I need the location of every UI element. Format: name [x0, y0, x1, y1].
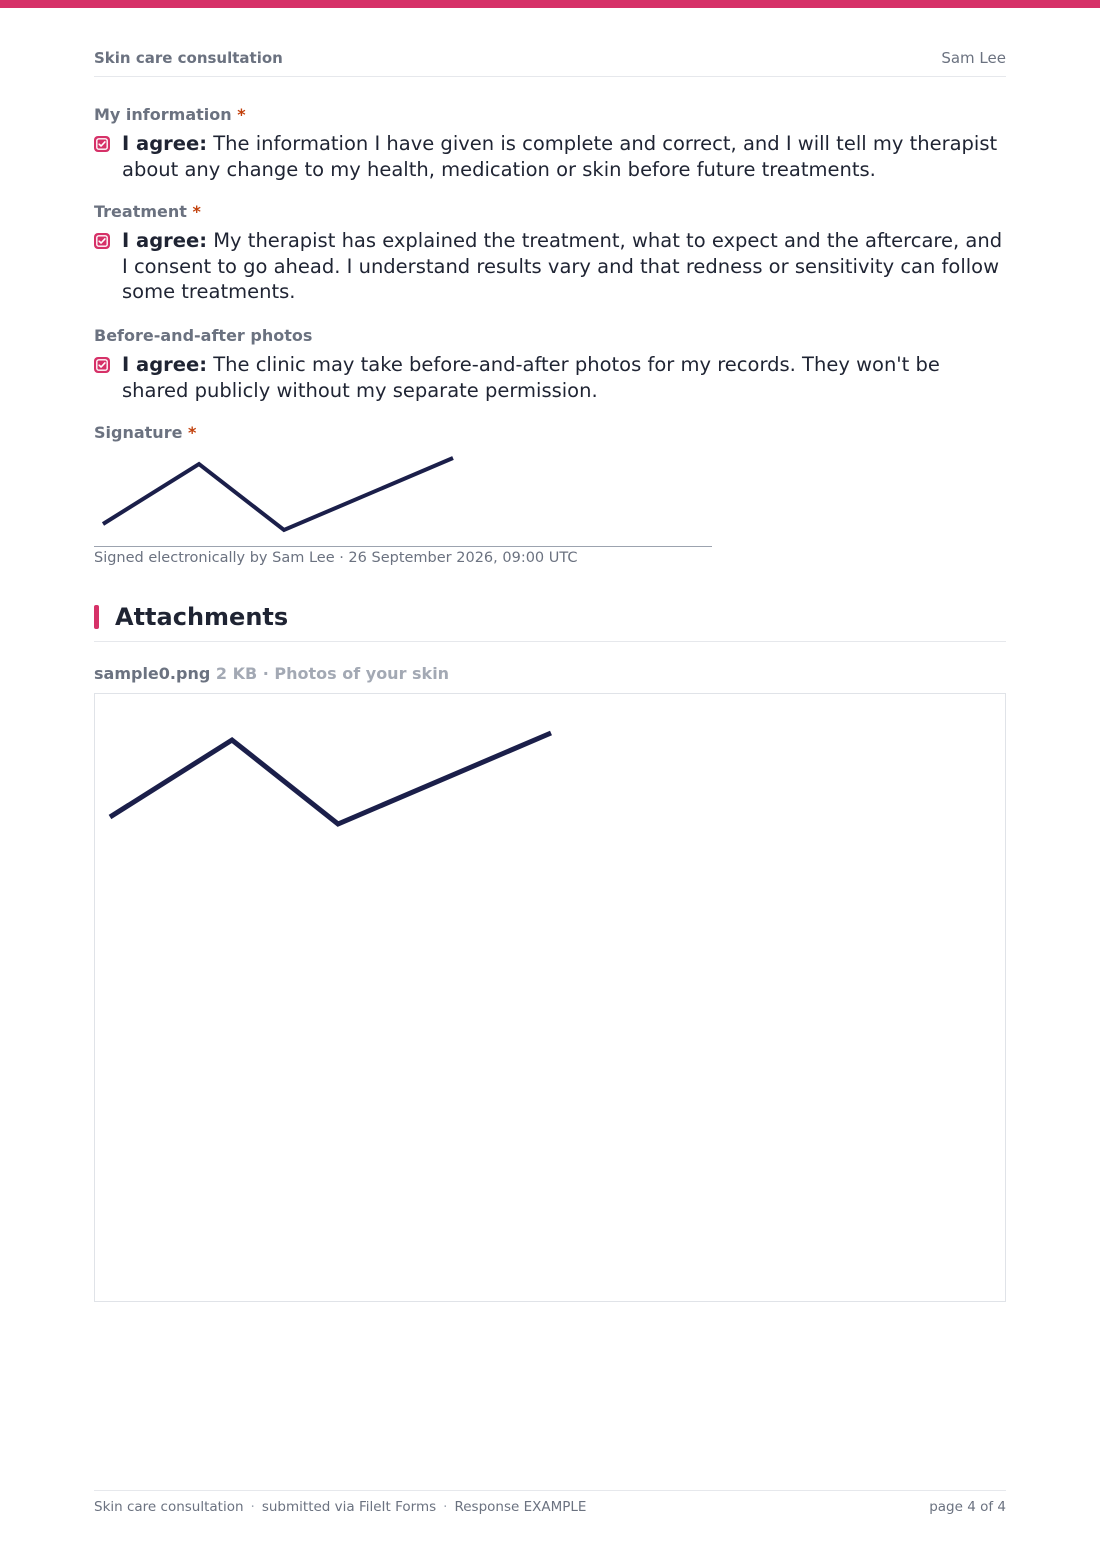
- page-footer: [94, 1490, 1006, 1521]
- field-label: Before-and-after photos: [94, 326, 313, 345]
- attachments-section-header: [94, 603, 1006, 642]
- agree-lead: I agree:: [122, 353, 208, 376]
- field-label: Signature *: [94, 423, 197, 442]
- footer-submitted-via: submitted via FileIt Forms: [261, 1499, 437, 1515]
- consent-row: [94, 228, 1006, 305]
- attachment-filename[interactable]: sample0.png: [94, 664, 211, 683]
- required-marker: *: [188, 423, 197, 442]
- attachment-image: [95, 694, 1005, 1301]
- consent-text: My therapist has explained the treatment, what to expect and the aftercare, and I consent to go ahead. I understand results vary and that redness or sensitivity can follow some treatments.: [122, 229, 1003, 303]
- section-title: Attachments: [115, 603, 289, 631]
- document-title: Skin care consultation: [94, 49, 283, 67]
- checkbox-checked-icon[interactable]: [94, 136, 110, 152]
- footer-form-name: Skin care consultation: [94, 1499, 244, 1515]
- checkbox-checked-icon[interactable]: [94, 233, 110, 249]
- consent-row: [94, 352, 1006, 403]
- checkbox-checked-icon[interactable]: [94, 357, 110, 373]
- field-label: My information *: [94, 105, 246, 124]
- field-treatment: [94, 202, 1006, 305]
- field-my-information: [94, 105, 1006, 182]
- respondent-name: Sam Lee: [941, 49, 1006, 67]
- field-label: Treatment *: [94, 202, 201, 221]
- attachment-meta: [94, 664, 449, 683]
- required-marker: *: [237, 105, 246, 124]
- consent-row: [94, 131, 1006, 182]
- field-before-after-photos: [94, 326, 1006, 403]
- consent-text: The clinic may take before-and-after photos for my records. They won't be shared publicly without my separate permission.: [122, 353, 940, 402]
- attachment-preview[interactable]: [94, 693, 1006, 1302]
- page-number: page 4 of 4: [929, 1499, 1006, 1515]
- footer-info: Skin care consultation · submitted via FileIt Forms · Response EXAMPLE: [94, 1499, 587, 1515]
- required-marker: *: [192, 202, 201, 221]
- section-marker: [94, 605, 99, 629]
- attachment-details: 2 KB · Photos of your skin: [215, 664, 450, 683]
- page-header: [94, 49, 1006, 77]
- agree-lead: I agree:: [122, 229, 208, 252]
- consent-text: The information I have given is complete and correct, and I will tell my therapist about any change to my health, medication or skin before future treatments.: [122, 132, 998, 181]
- footer-response: Response EXAMPLE: [454, 1499, 587, 1515]
- signature-area: [94, 450, 712, 547]
- signature-image: [94, 450, 712, 546]
- signature-caption: Signed electronically by Sam Lee · 26 September 2026, 09:00 UTC: [94, 550, 578, 566]
- field-signature: [94, 423, 1006, 443]
- accent-bar: [0, 0, 1100, 8]
- agree-lead: I agree:: [122, 132, 208, 155]
